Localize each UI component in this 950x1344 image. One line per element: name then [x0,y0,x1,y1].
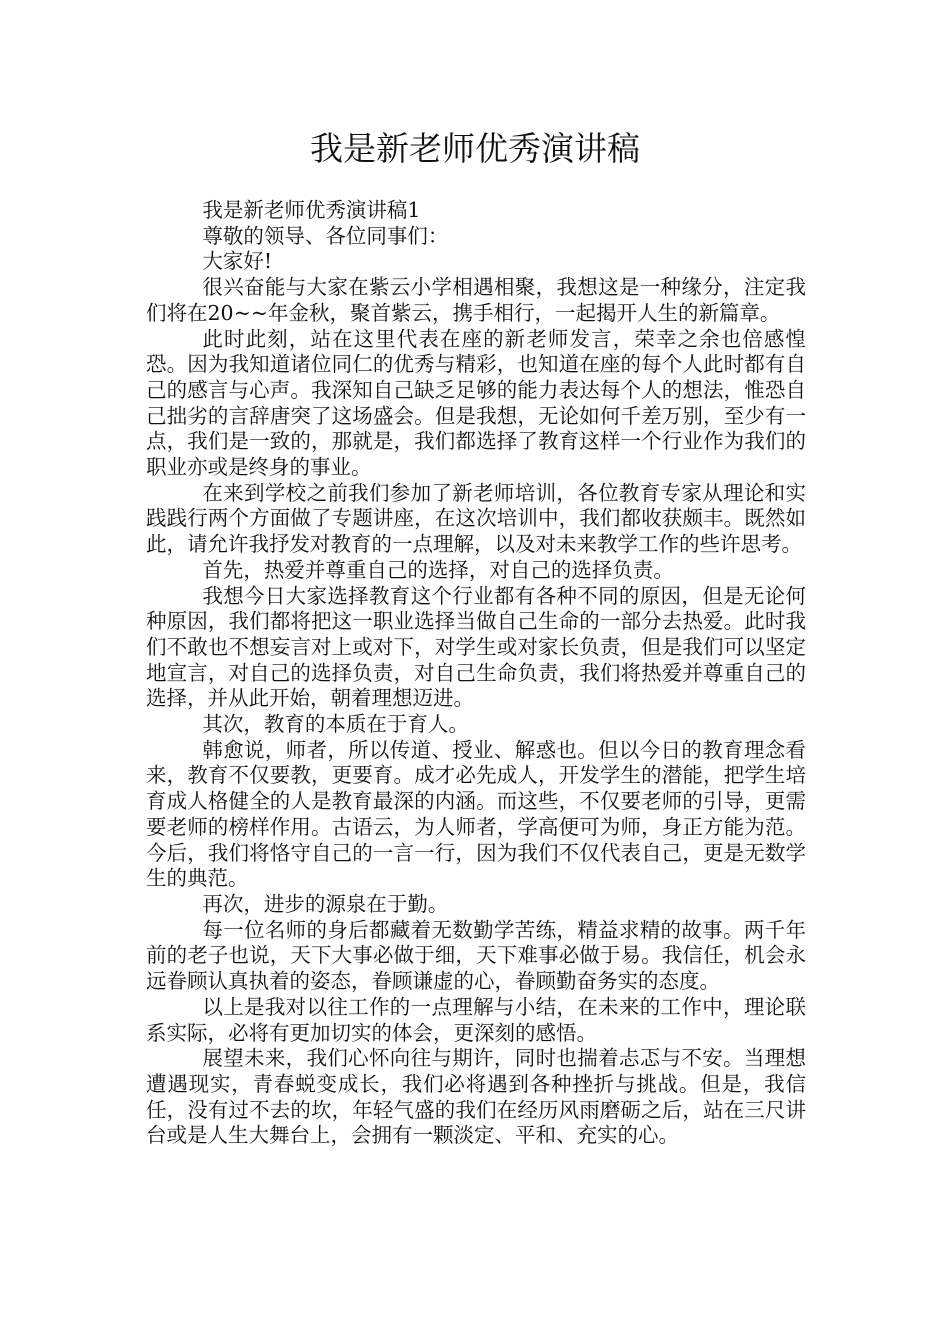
paragraph: 展望未来，我们心怀向往与期许，同时也揣着忐忑与不安。当理想遭遇现实，青春蜕变成长，我们必将遇到各种挫折与挑战。但是，我信任，没有过不去的坎，年轻气盛的我们在经历风雨磨砺之后，站在三尺讲台或是人生大舞台上，会拥有一颗淡定、平和、充实的心。 [146,1046,806,1148]
heading-line: 我是新老师优秀演讲稿1 [202,198,421,222]
paragraph: 首先，热爱并尊重自己的选择，对自己的选择负责。 [202,557,674,582]
greeting: 大家好! [202,249,273,274]
paragraph: 此时此刻，站在这里代表在座的新老师发言，荣幸之余也倍感惶恐。因为我知道诸位同仁的优秀与精彩，也知道在座的每个人此时都有自己的感言与心声。我深知自己缺乏足够的能力表达每个人的想法，惟恐自己拙劣的言辞唐突了这场盛会。但是我想，无论如何千差万别，至少有一点，我们是一致的，那就是，我们都选择了教育这样一个行业作为我们的职业亦或是终身的事业。 [146,326,806,480]
document-body [146,198,806,1149]
paragraph: 每一位名师的身后都藏着无数勤学苦练，精益求精的故事。两千年前的老子也说，天下大事必做于细，天下难事必做于易。我信任，机会永远眷顾认真执着的姿态，眷顾谦虚的心，眷顾勤奋务实的态度。 [146,917,806,994]
paragraph: 韩愈说，师者，所以传道、授业、解惑也。但以今日的教育理念看来，教育不仅要教，更要育。成才必先成人，开发学生的潜能，把学生培育成人格健全的人是教育最深的内涵。而这些，不仅要老师的引导，更需要老师的榜样作用。古语云，为人师者，学高便可为师，身正方能为范。今后，我们将恪守自己的一言一行，因为我们不仅代表自己，更是无数学生的典范。 [146,737,806,891]
paragraph: 以上是我对以往工作的一点理解与小结，在未来的工作中，理论联系实际，必将有更加切实的体会，更深刻的感悟。 [146,994,806,1045]
paragraph: 其次，教育的本质在于育人。 [202,712,469,737]
paragraph: 再次，进步的源泉在于勤。 [202,891,449,916]
salutation: 尊敬的领导、各位同事们： [202,223,449,248]
paragraph: 我想今日大家选择教育这个行业都有各种不同的原因，但是无论何种原因，我们都将把这一职业选择当做自己生命的一部分去热爱。此时我们不敢也不想妄言对上或对下，对学生或对家长负责，但是我们可以坚定地宣言，对自己的选择负责，对自己生命负责，我们将热爱并尊重自己的选择，并从此开始，朝着理想迈进。 [146,583,806,711]
paragraph: 很兴奋能与大家在紫云小学相遇相聚，我想这是一种缘分，注定我们将在20~~年金秋，聚首紫云，携手相行，一起揭开人生的新篇章。 [146,275,806,325]
paragraph: 在来到学校之前我们参加了新老师培训，各位教育专家从理论和实践践行两个方面做了专题讲座，在这次培训中，我们都收获颇丰。既然如此，请允许我抒发对教育的一点理解，以及对未来教学工作的些许思考。 [146,480,806,557]
document-title: 我是新老师优秀演讲稿 [310,129,640,168]
